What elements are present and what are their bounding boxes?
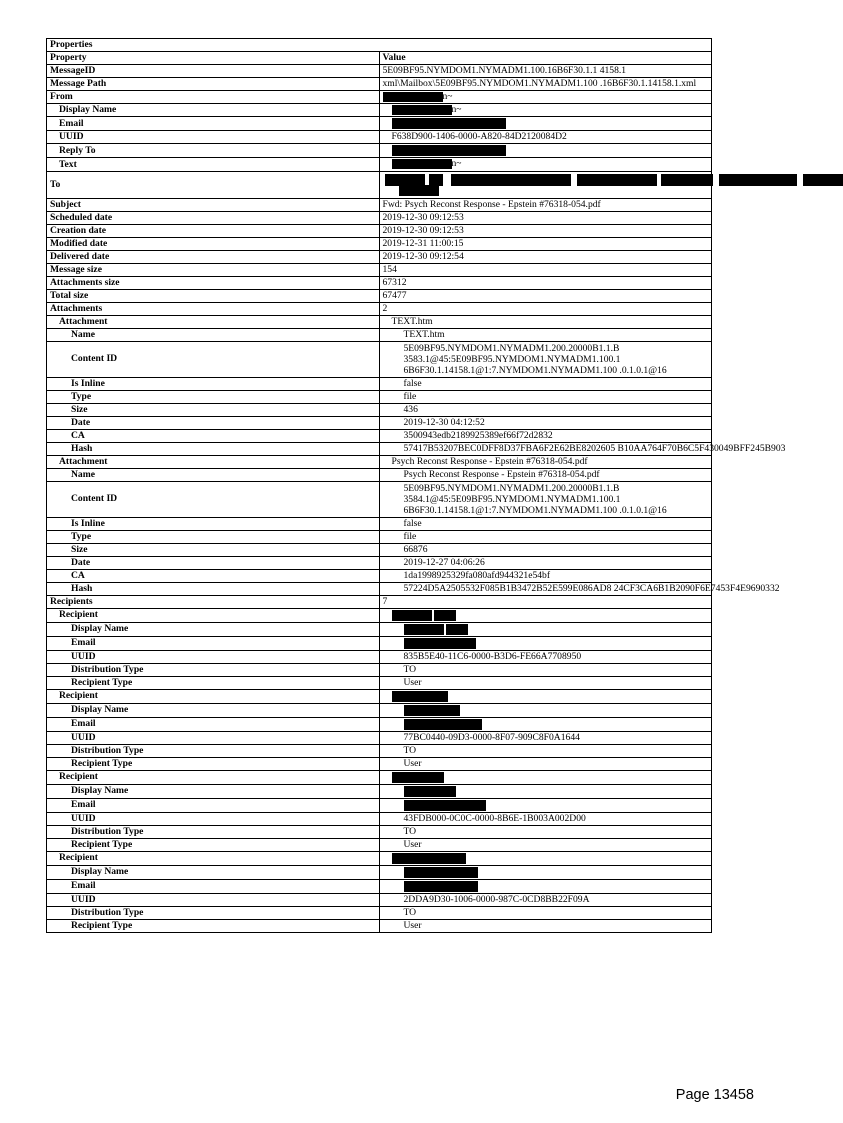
column-header-value: Value bbox=[379, 52, 712, 65]
redaction-block bbox=[434, 610, 456, 621]
property-label: Total size bbox=[47, 289, 380, 302]
attachments-count-value: 2 bbox=[379, 302, 712, 315]
modified-date-value: 2019-12-31 11:00:15 bbox=[379, 237, 712, 250]
property-label: UUID bbox=[47, 650, 380, 663]
recipient-display-name-value bbox=[379, 622, 712, 636]
delivered-date-value: 2019-12-30 09:12:54 bbox=[379, 250, 712, 263]
size-value: 436 bbox=[379, 403, 712, 416]
property-label: Email bbox=[47, 117, 380, 131]
property-label: Recipient Type bbox=[47, 919, 380, 932]
property-label: MessageID bbox=[47, 65, 380, 78]
property-label: Date bbox=[47, 556, 380, 569]
property-label: Email bbox=[47, 717, 380, 731]
redaction-block bbox=[803, 174, 843, 186]
content-id-line: 5E09BF95.NYMDOM1.NYMADM1.200.20000B1.1.B bbox=[403, 482, 620, 494]
property-label: Name bbox=[47, 468, 380, 481]
attachment-label: Attachment bbox=[47, 315, 380, 328]
recipient-display-name-value bbox=[379, 865, 712, 879]
attachment-value: Psych Reconst Response - Epstein #76318-054.pdf bbox=[379, 455, 712, 468]
text-suffix: n~ bbox=[451, 158, 462, 170]
property-label: Hash bbox=[47, 442, 380, 455]
sender-uuid-value: F638D900-1406-0000-A820-84D2120084D2 bbox=[379, 131, 712, 144]
redaction-block bbox=[392, 691, 448, 702]
property-label: Message size bbox=[47, 263, 380, 276]
recipients-count-value: 7 bbox=[379, 595, 712, 608]
redaction-block bbox=[392, 118, 506, 129]
property-label: Distribution Type bbox=[47, 744, 380, 757]
property-label: Email bbox=[47, 879, 380, 893]
property-label: Subject bbox=[47, 198, 380, 211]
redaction-block bbox=[404, 800, 486, 811]
property-label: Distribution Type bbox=[47, 663, 380, 676]
redaction-block bbox=[399, 185, 439, 196]
recipient-label: Recipient bbox=[47, 770, 380, 784]
properties-document bbox=[46, 38, 786, 933]
hash-value: 57417B53207BEC0DFF8D37FBA6F2E62BE8202605 B10AA764F70B6C5F430049BFF245B903 bbox=[379, 442, 712, 455]
property-label: Scheduled date bbox=[47, 211, 380, 224]
recipient-value bbox=[379, 770, 712, 784]
property-label: UUID bbox=[47, 812, 380, 825]
property-label: Recipient Type bbox=[47, 676, 380, 689]
total-size-value: 67477 bbox=[379, 289, 712, 302]
property-label: Email bbox=[47, 636, 380, 650]
properties-table bbox=[46, 38, 786, 933]
redaction-block bbox=[392, 853, 466, 864]
redaction-block bbox=[404, 705, 460, 716]
recipient-uuid-value: 2DDA9D30-1006-0000-987C-0CD8BB22F09A bbox=[379, 893, 712, 906]
property-label: Message Path bbox=[47, 78, 380, 91]
scheduled-date-value: 2019-12-30 09:12:53 bbox=[379, 211, 712, 224]
is-inline-value: false bbox=[379, 517, 712, 530]
recipient-label: Recipient bbox=[47, 689, 380, 703]
content-id-line: 5E09BF95.NYMDOM1.NYMADM1.200.20000B1.1.B bbox=[403, 342, 620, 354]
recipient-value bbox=[379, 851, 712, 865]
recipient-type-value: User bbox=[379, 919, 712, 932]
property-label: Type bbox=[47, 530, 380, 543]
display-name-value bbox=[379, 104, 712, 117]
message-id-value: 5E09BF95.NYMDOM1.NYMADM1.100.16B6F30.1.1 4158.1 bbox=[379, 65, 712, 78]
column-header-property: Property bbox=[47, 52, 380, 65]
property-label: UUID bbox=[47, 131, 380, 144]
property-label: Is Inline bbox=[47, 517, 380, 530]
size-value: 66876 bbox=[379, 543, 712, 556]
property-label: UUID bbox=[47, 731, 380, 744]
property-label: CA bbox=[47, 569, 380, 582]
subject-value: Fwd: Psych Reconst Response - Epstein #76318-054.pdf bbox=[379, 198, 712, 211]
attachment-name-value: TEXT.htm bbox=[379, 328, 712, 341]
recipient-email-value bbox=[379, 798, 712, 812]
redaction-block bbox=[404, 881, 478, 892]
property-label: Name bbox=[47, 328, 380, 341]
hash-value: 57224D5A2505532F085B1B3472B52E599E086AD8 24CF3CA6B1B2090F6E7453F4E9690332 bbox=[379, 582, 712, 595]
property-label: Modified date bbox=[47, 237, 380, 250]
redaction-block bbox=[383, 92, 443, 102]
property-label: Display Name bbox=[47, 703, 380, 717]
property-label: Attachments bbox=[47, 302, 380, 315]
recipient-email-value bbox=[379, 717, 712, 731]
creation-date-value: 2019-12-30 09:12:53 bbox=[379, 224, 712, 237]
table-title: Properties bbox=[47, 39, 712, 52]
redaction-block bbox=[719, 174, 797, 186]
redaction-block bbox=[392, 105, 452, 115]
property-label: Display Name bbox=[47, 865, 380, 879]
property-label: Recipients bbox=[47, 595, 380, 608]
property-label: Size bbox=[47, 403, 380, 416]
redaction-block bbox=[404, 786, 456, 797]
property-label: Type bbox=[47, 390, 380, 403]
recipient-type-value: User bbox=[379, 838, 712, 851]
date-value: 2019-12-27 04:06:26 bbox=[379, 556, 712, 569]
type-value: file bbox=[379, 390, 712, 403]
recipient-email-value bbox=[379, 636, 712, 650]
from-value bbox=[379, 91, 712, 104]
content-id-value bbox=[379, 481, 712, 517]
recipient-uuid-value: 77BC0440-09D3-0000-8F07-909C8F0A1644 bbox=[379, 731, 712, 744]
property-label: From bbox=[47, 91, 380, 104]
page-number: Page 13458 bbox=[675, 1087, 754, 1103]
property-label: Content ID bbox=[47, 481, 380, 517]
property-label: Creation date bbox=[47, 224, 380, 237]
redaction-block bbox=[451, 174, 571, 186]
property-label: Content ID bbox=[47, 341, 380, 377]
property-label: Reply To bbox=[47, 144, 380, 158]
recipient-value bbox=[379, 608, 712, 622]
distribution-type-value: TO bbox=[379, 663, 712, 676]
redaction-block bbox=[392, 145, 506, 156]
redaction-block bbox=[661, 174, 713, 186]
content-id-value bbox=[379, 341, 712, 377]
distribution-type-value: TO bbox=[379, 825, 712, 838]
attachment-label: Attachment bbox=[47, 455, 380, 468]
attachment-name-value: Psych Reconst Response - Epstein #76318-054.pdf bbox=[379, 468, 712, 481]
distribution-type-value: TO bbox=[379, 744, 712, 757]
display-name-suffix: n~ bbox=[451, 104, 462, 116]
property-label: Distribution Type bbox=[47, 906, 380, 919]
redaction-block bbox=[392, 610, 432, 621]
property-label: UUID bbox=[47, 893, 380, 906]
attachments-size-value: 67312 bbox=[379, 276, 712, 289]
text-value bbox=[379, 158, 712, 171]
content-id-line: 6B6F30.1.14158.1@1:7.NYMDOM1.NYMADM1.100 .0.1.0.1@16 bbox=[403, 504, 667, 516]
property-label: To bbox=[47, 171, 380, 198]
content-id-line: 3583.1@45:5E09BF95.NYMDOM1.NYMADM1.100.1 bbox=[403, 353, 621, 365]
distribution-type-value: TO bbox=[379, 906, 712, 919]
property-label: Email bbox=[47, 798, 380, 812]
recipient-display-name-value bbox=[379, 703, 712, 717]
property-label: Distribution Type bbox=[47, 825, 380, 838]
recipient-type-value: User bbox=[379, 676, 712, 689]
recipient-uuid-value: 43FDB000-0C0C-0000-8B6E-1B003A002D00 bbox=[379, 812, 712, 825]
property-label: CA bbox=[47, 429, 380, 442]
property-label: Attachments size bbox=[47, 276, 380, 289]
email-value bbox=[379, 117, 712, 131]
recipient-uuid-value: 835B5E40-11C6-0000-B3D6-FE66A7708950 bbox=[379, 650, 712, 663]
recipient-email-value bbox=[379, 879, 712, 893]
to-redaction-group bbox=[383, 173, 709, 197]
redaction-block bbox=[446, 624, 468, 635]
ca-value: 3500943edb2189925389ef66f72d2832 bbox=[379, 429, 712, 442]
property-label: Text bbox=[47, 158, 380, 171]
redaction-block bbox=[392, 159, 452, 169]
ca-value: 1da1998925329fa080afd944321e54bf bbox=[379, 569, 712, 582]
recipient-label: Recipient bbox=[47, 608, 380, 622]
property-label: Recipient Type bbox=[47, 838, 380, 851]
redaction-block bbox=[404, 867, 478, 878]
recipient-label: Recipient bbox=[47, 851, 380, 865]
property-label: Date bbox=[47, 416, 380, 429]
from-suffix: n~ bbox=[442, 91, 453, 103]
redaction-block bbox=[404, 719, 482, 730]
message-size-value: 154 bbox=[379, 263, 712, 276]
property-label: Display Name bbox=[47, 784, 380, 798]
recipient-display-name-value bbox=[379, 784, 712, 798]
redaction-block bbox=[392, 772, 444, 783]
redaction-block bbox=[404, 638, 476, 649]
type-value: file bbox=[379, 530, 712, 543]
property-label: Display Name bbox=[47, 104, 380, 117]
property-label: Size bbox=[47, 543, 380, 556]
reply-to-value bbox=[379, 144, 712, 158]
property-label: Display Name bbox=[47, 622, 380, 636]
redaction-block bbox=[577, 174, 657, 186]
date-value: 2019-12-30 04:12:52 bbox=[379, 416, 712, 429]
message-path-value: xml\Mailbox\5E09BF95.NYMDOM1.NYMADM1.100 .16B6F30.1.14158.1.xml bbox=[379, 78, 712, 91]
to-value bbox=[379, 171, 712, 198]
property-label: Recipient Type bbox=[47, 757, 380, 770]
property-label: Delivered date bbox=[47, 250, 380, 263]
recipient-value bbox=[379, 689, 712, 703]
recipient-type-value: User bbox=[379, 757, 712, 770]
content-id-line: 3584.1@45:5E09BF95.NYMDOM1.NYMADM1.100.1 bbox=[403, 493, 621, 505]
content-id-line: 6B6F30.1.14158.1@1:7.NYMDOM1.NYMADM1.100 .0.1.0.1@16 bbox=[403, 364, 667, 376]
is-inline-value: false bbox=[379, 377, 712, 390]
attachment-value: TEXT.htm bbox=[379, 315, 712, 328]
property-label: Hash bbox=[47, 582, 380, 595]
property-label: Is Inline bbox=[47, 377, 380, 390]
redaction-block bbox=[404, 624, 444, 635]
